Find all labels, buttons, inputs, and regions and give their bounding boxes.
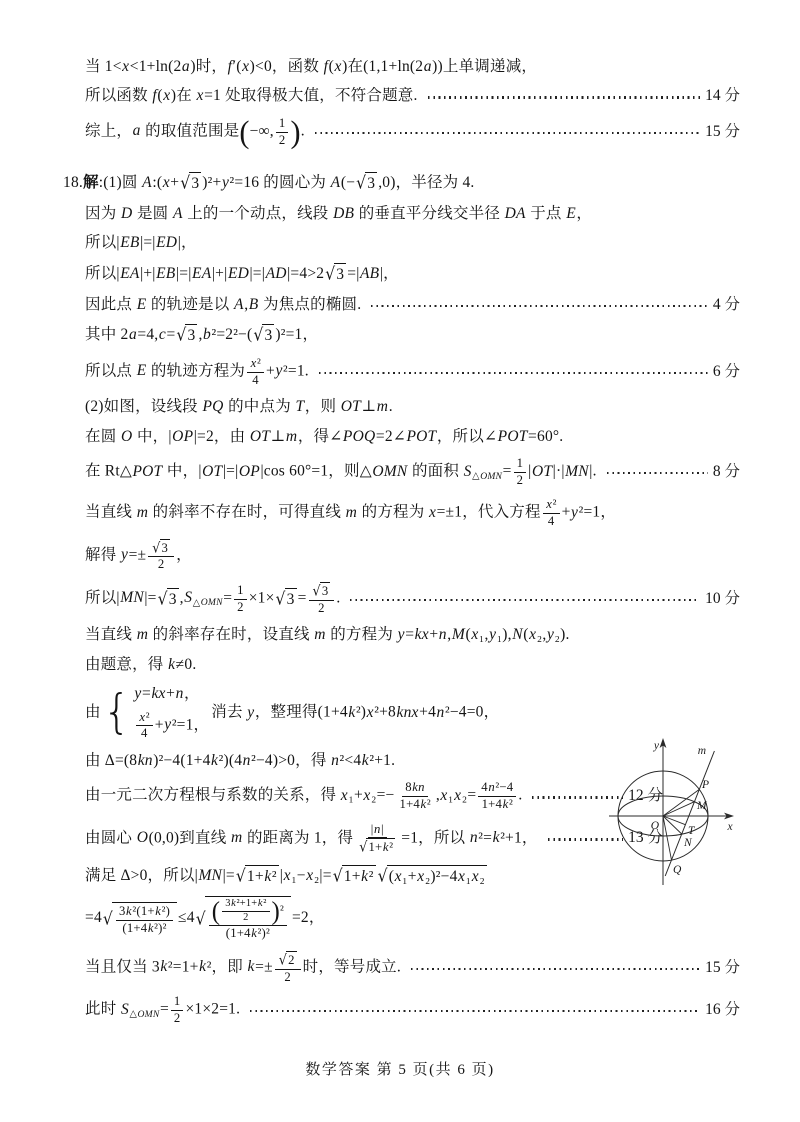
label-O: O <box>650 820 659 832</box>
solution-line <box>85 111 740 152</box>
line-math: 因为 D 是圆 A 上的一个动点，线段 DB 的垂直平分线交半径 DA 于点 E， <box>85 204 593 222</box>
line-math: 所以点 E 的轨迹方程为 $\frac{\text{x²}}{4}$ +y²=1. <box>85 355 309 387</box>
solution-line <box>85 52 740 82</box>
solution-line <box>85 351 740 392</box>
dotted-leader <box>607 472 708 474</box>
solution-line <box>85 892 740 946</box>
solution-line <box>85 620 740 650</box>
line-math: 当直线 m 的斜率存在时，设直线 m 的方程为 y=kx+n,M(x₁,y₁),N(x₂,y₂). <box>85 625 570 643</box>
solution-line <box>85 422 740 452</box>
solution-line <box>85 989 740 1030</box>
label-T: T <box>688 825 695 837</box>
line-math: 当 1<x<1+ln(2a)时，f′(x)<0，函数 f(x)在(1,1+ln(2a))上单调递减， <box>85 57 538 75</box>
label-x: x <box>727 821 733 833</box>
solution-line <box>85 650 740 680</box>
solution-line <box>85 199 740 229</box>
solution-line <box>85 82 740 112</box>
line-math: 综上，a 的取值范围是 ( −∞, $\frac{1}{2}$ ) . <box>85 113 305 150</box>
solution-line <box>85 290 740 320</box>
solution-line <box>85 493 740 534</box>
page-footer: 数学答案 第 5 页(共 6 页) <box>305 1062 495 1078</box>
score-badge: 6 分 <box>712 362 740 380</box>
solution-line <box>85 746 740 776</box>
solution-line <box>85 776 663 817</box>
score-badge: 16 分 <box>705 1000 740 1018</box>
line-math: (2)如图，设线段 PQ 的中点为 T，则 OT⊥m. <box>85 398 393 416</box>
solution-line <box>85 817 663 860</box>
label-M: M <box>697 800 707 812</box>
line-math: 由一元二次方程根与系数的关系，得 x₁+x₂=− $\frac{8kn}{\text{1+4k²}}$ ,x₁x₂= $\frac{\text{4n²−4}}{\text{1+4k²}}$ . <box>85 780 523 812</box>
line-math: 当且仅当 3k²=1+k²，即 k=± √ 2 2 时，等号成立. <box>85 950 401 984</box>
line-math: 所以|EB|=|ED|， <box>85 234 197 252</box>
label-m: m <box>697 745 706 757</box>
line-math: 所以函数 f(x)在 x=1 处取得极大值，不符合题意. <box>85 87 418 105</box>
line-math: 当直线 m 的斜率不存在时，可得直线 m 的方程为 x=±1，代入方程 $\frac{\text{x²}}{4}$ +y²=1， <box>85 497 617 529</box>
score-badge: 13 分 <box>628 829 663 847</box>
solution-line <box>85 452 740 493</box>
line-math: 由 { y=kx+n， $\frac{\text{x²}}{4}$ +y²=1， 消去 y，整理得(1+4k²)x²+8knx+4n²−4=0， <box>85 685 500 741</box>
line-math: 所以|EA|+|EB|=|EA|+|ED|=|AD|=4>2 √ 3 =|AB|， <box>85 263 399 285</box>
score-badge: 10 分 <box>705 589 740 607</box>
score-badge: 4 分 <box>712 295 740 313</box>
line-math: 因此点 E 的轨迹是以 A,B 为焦点的椭圆. <box>85 295 362 313</box>
label-P: P <box>702 779 710 791</box>
solution-line <box>85 258 740 290</box>
line-math: 18.解:(1)圆 A:(x+ √ 3 )²+y²=16 的圆心为 A(− √ 3 ,0)，半径为 4. <box>63 172 475 194</box>
solution-line <box>85 577 740 620</box>
score-badge: 14 分 <box>705 87 740 105</box>
label-Q: Q <box>673 864 682 876</box>
solution-lines <box>63 52 740 1031</box>
dotted-leader <box>250 1010 700 1012</box>
line-math: 由 Δ=(8kn)²−4(1+4k²)(4n²−4)>0，得 n²<4k²+1. <box>85 751 396 769</box>
solution-line <box>85 229 740 259</box>
label-y: y <box>653 740 659 752</box>
solution-line <box>85 860 740 892</box>
line-math: 由圆心 O(0,0)到直线 m 的距离为 1，得 |n| √ 1+k² =1，所以 n²=k²+1， <box>85 821 538 856</box>
dotted-leader <box>411 968 700 970</box>
dotted-leader <box>548 838 623 840</box>
solution-line <box>85 392 740 422</box>
line-math: 由题意，得 k≠0. <box>85 655 197 673</box>
solution-line <box>85 680 740 747</box>
solution-line <box>85 946 740 989</box>
line-math: 在圆 O 中，|OP|=2，由 OT⊥m，得∠POQ=2∠POT，所以∠POT=60°. <box>85 427 564 445</box>
solution-line <box>63 167 740 199</box>
dotted-leader <box>319 372 708 374</box>
solution-line <box>85 320 740 352</box>
dotted-leader <box>371 305 708 307</box>
line-math: 满足 Δ>0，所以|MN|= √ 1+k² |x₁−x₂|= √ 1+k² √ (x₁+x₂)²−4x₁x₂ <box>85 865 485 886</box>
dotted-leader <box>532 796 623 798</box>
line-math: 解得 y=± √ 3 2 ， <box>85 538 192 572</box>
dotted-leader <box>315 132 700 134</box>
line-math: 在 Rt△POT 中，|OT|=|OP|cos 60°=1，则△OMN 的面积 $S_{\triangle OMN}=$ $\frac{1}{2}$ |OT|·|MN|. <box>85 456 597 488</box>
dotted-leader <box>350 599 700 601</box>
solution-line <box>85 534 740 577</box>
score-badge: 8 分 <box>712 463 740 481</box>
label-N: N <box>684 837 692 849</box>
line-math: =4 √ $\frac{\text{3k²(1+k²)}}{\text{(1+4k²)²}}$ ≤4 √ ( $\frac{\text{3k²+1+k²}}{2}$ ) ² (1+4k²)² =2， <box>85 897 325 941</box>
line-math: 其中 2a=4,c= √ 3 ,b²=2²−( √ 3 )²=1， <box>85 325 319 346</box>
score-badge: 15 分 <box>705 958 740 976</box>
score-badge: 15 分 <box>705 122 740 140</box>
line-math: 所以|MN|= √ 3 $,S_{\triangle OMN}=$ $\frac{1}{2}$ ×1× √ 3 = √ 3 2 . <box>85 581 341 615</box>
score-badge: 12 分 <box>628 787 663 805</box>
line-math: 此时 $S_{\triangle OMN}=$ $\frac{1}{2}$ ×1×2=1. <box>85 994 241 1025</box>
dotted-leader <box>428 96 701 98</box>
